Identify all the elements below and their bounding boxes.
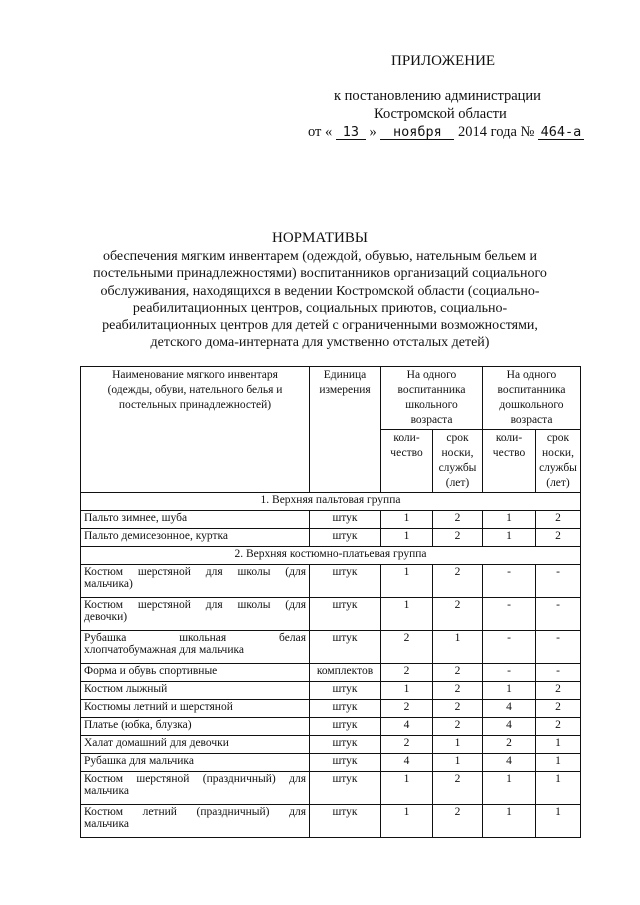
header-text: носки, [542,447,574,459]
preschool-qty: - [483,664,536,682]
item-unit: штук [310,565,381,598]
school-qty: 1 [381,772,433,805]
header-unit [310,367,381,493]
item-unit: штук [310,754,381,772]
header-text: срок [546,432,570,444]
item-name-line: девочки) [84,611,128,623]
item-name-line: мальчика) [84,578,133,590]
item-name-line: Рубашка школьная белая [84,632,306,644]
appendix-title: ПРИЛОЖЕНИЕ [391,53,496,69]
item-unit: штук [310,718,381,736]
preschool-term: 2 [536,529,581,547]
decree-number: 464-а [538,125,584,140]
header-text: возраста [510,414,553,426]
section-title: 2. Верхняя костюмно-платьевая группа [81,547,581,565]
school-qty: 1 [381,511,433,529]
item-name: Пальто зимнее, шуба [81,511,310,529]
school-term: 2 [433,682,483,700]
header-text: коли- [495,432,523,444]
school-term: 2 [433,529,483,547]
preschool-term: 2 [536,682,581,700]
preschool-term: - [536,664,581,682]
table-row [81,511,581,529]
item-name: Рубашка для мальчика [81,754,310,772]
header-text: школьного [405,399,458,411]
table-row [81,718,581,736]
subtitle-line: обслуживания, находящихся в ведении Костромской области (социально- [100,283,540,299]
header-school-term [433,430,483,493]
subtitle-line: постельными принадлежностями) воспитанников организаций социального [93,266,547,282]
table-row [81,565,581,598]
item-name: Платье (юбка, блузка) [81,718,310,736]
school-term: 2 [433,565,483,598]
table-row [81,664,581,682]
item-name-line: Костюм летний (праздничный) для [84,806,306,818]
item-unit: штук [310,700,381,718]
preschool-qty: - [483,631,536,664]
item-name: Пальто демисезонное, куртка [81,529,310,547]
preschool-term: 2 [536,700,581,718]
school-qty: 1 [381,805,433,838]
header-preschool-term [536,430,581,493]
header-text: (лет) [546,477,570,489]
item-name: Костюм лыжный [81,682,310,700]
header-text: Наименование мягкого инвентаря [112,369,278,381]
school-term: 2 [433,772,483,805]
header-item-name [81,367,310,493]
preschool-term: - [536,598,581,631]
date-mid: » [369,124,377,140]
header-school-age [381,367,483,430]
school-qty: 1 [381,529,433,547]
preschool-qty: 1 [483,682,536,700]
preschool-term: - [536,565,581,598]
header-text: коли- [393,432,420,444]
document-subtitle [70,248,570,352]
preschool-term: 1 [536,772,581,805]
item-name [81,598,310,631]
table-row [81,805,581,838]
item-unit: штук [310,631,381,664]
header-text: постельных принадлежностей) [118,399,272,411]
preschool-term: - [536,631,581,664]
header-text: службы [539,462,577,474]
date-year: 2014 года № [458,124,535,140]
header-text: измерения [319,384,371,396]
item-name-line: Костюм шерстяной для школы (для [84,566,306,578]
preschool-term: 1 [536,805,581,838]
preschool-qty: 4 [483,718,536,736]
header-text: чество [390,447,423,459]
header-text: воспитанника [397,384,466,396]
table-row [81,631,581,664]
item-unit: штук [310,682,381,700]
school-term: 1 [433,631,483,664]
section-row [81,493,581,511]
school-qty: 2 [381,631,433,664]
school-term: 2 [433,598,483,631]
item-unit: штук [310,511,381,529]
item-name-line: мальчика [84,785,129,797]
school-term: 2 [433,718,483,736]
preschool-qty: 4 [483,754,536,772]
item-unit: штук [310,598,381,631]
item-name: Форма и обувь спортивные [81,664,310,682]
norms-table [80,366,581,838]
document-title: НОРМАТИВЫ [272,230,368,246]
header-text: носки, [441,447,474,459]
header-text: службы [438,462,477,474]
school-qty: 1 [381,598,433,631]
preschool-term: 1 [536,736,581,754]
header-text: Единица [323,369,367,381]
item-name-line: хлопчатобумажная для мальчика [84,644,245,656]
table-row [81,529,581,547]
item-name: Халат домашний для девочки [81,736,310,754]
table-row [81,682,581,700]
subtitle-line: обеспечения мягким инвентарем (одеждой, обувью, нательным бельем и [102,249,538,264]
school-term: 2 [433,700,483,718]
decree-line: к постановлению администрации [334,88,541,104]
section-row [81,547,581,565]
header-text: возраста [410,414,453,426]
header-text: (одежды, обуви, нательного белья и [107,384,283,396]
preschool-qty: - [483,565,536,598]
header-preschool-qty [483,430,536,493]
school-term: 2 [433,664,483,682]
subtitle-line: реабилитационных центров, социальных приютов, социально- [132,300,508,316]
section-title: 1. Верхняя пальтовая группа [81,493,581,511]
item-name [81,805,310,838]
preschool-term: 1 [536,754,581,772]
region-line: Костромской области [374,106,507,122]
item-name [81,631,310,664]
school-qty: 1 [381,565,433,598]
date-day: 13 [336,125,366,140]
school-qty: 2 [381,664,433,682]
table-row [81,598,581,631]
header-text: чество [492,447,526,459]
date-month: ноября [380,125,454,140]
item-unit: комплектов [310,664,381,682]
item-name-line: Костюм шерстяной для школы (для [84,599,306,611]
preschool-qty: 1 [483,529,536,547]
item-name-line: Костюм шерстяной (праздничный) для [84,773,306,785]
header-text: (лет) [445,477,470,489]
header-preschool-age [483,367,581,430]
preschool-qty: 1 [483,772,536,805]
item-name [81,772,310,805]
item-name [81,565,310,598]
subtitle-line: реабилитационных центров для детей с ограниченными возможностями, [102,318,538,334]
preschool-qty: 1 [483,511,536,529]
preschool-term: 2 [536,718,581,736]
preschool-qty: 1 [483,805,536,838]
school-qty: 2 [381,736,433,754]
header-text: воспитанника [497,384,566,396]
school-qty: 2 [381,700,433,718]
header-text: На одного [406,369,457,381]
header-school-qty [381,430,433,493]
table-row [81,754,581,772]
header-text: На одного [506,369,557,381]
school-qty: 1 [381,682,433,700]
school-term: 1 [433,754,483,772]
preschool-term: 2 [536,511,581,529]
school-term: 1 [433,736,483,754]
table-row [81,736,581,754]
item-unit: штук [310,529,381,547]
school-qty: 4 [381,754,433,772]
table-header-row [81,367,581,430]
school-term: 2 [433,805,483,838]
header-text: срок [446,432,469,444]
item-name-line: мальчика [84,818,129,830]
subtitle-line: детского дома-интерната для умственно отсталых детей) [150,335,490,351]
preschool-qty: 4 [483,700,536,718]
item-unit: штук [310,805,381,838]
date-prefix: от « [308,124,333,140]
table-row [81,700,581,718]
school-qty: 4 [381,718,433,736]
preschool-qty: - [483,598,536,631]
preschool-qty: 2 [483,736,536,754]
item-unit: штук [310,772,381,805]
header-text: дошкольного [499,399,564,411]
school-term: 2 [433,511,483,529]
item-unit: штук [310,736,381,754]
item-name: Костюмы летний и шерстяной [81,700,310,718]
table-row [81,772,581,805]
decree-date-line [308,124,584,141]
